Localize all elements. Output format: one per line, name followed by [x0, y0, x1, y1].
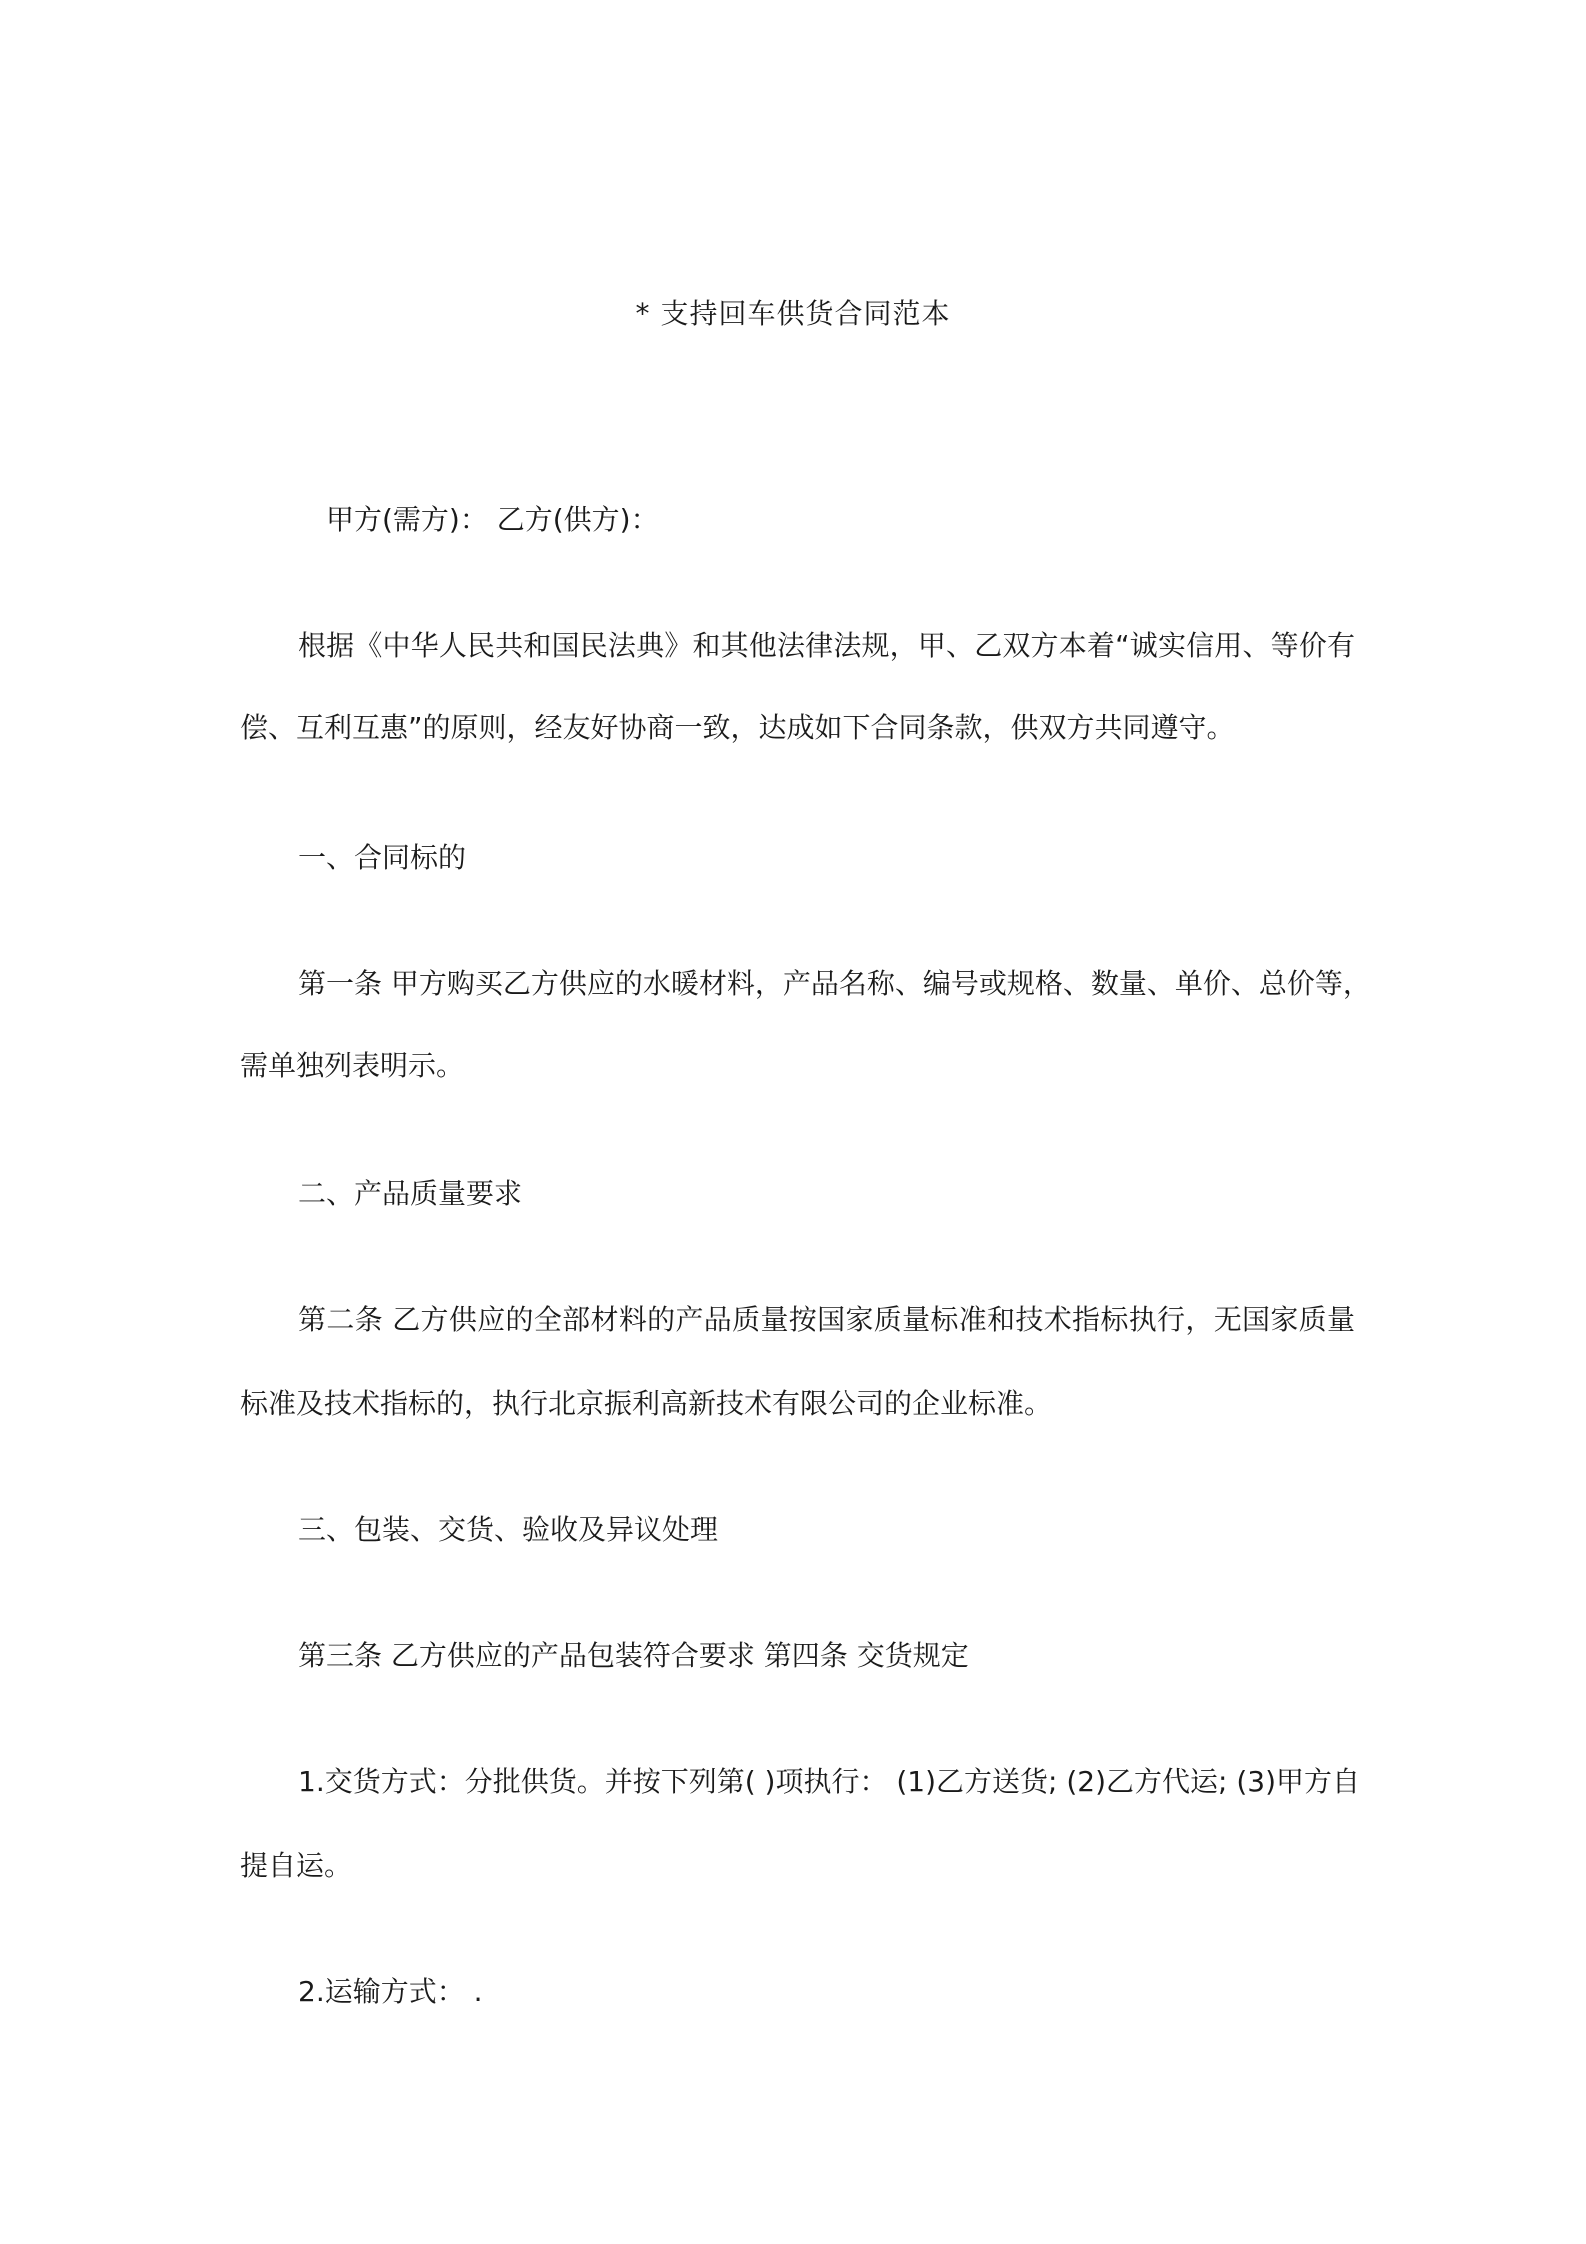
delivery-method-line-1: 1.交货方式：分批供货。并按下列第( )项执行： (1)乙方送货; (2)乙方代运; (3)甲方自	[298, 1765, 1361, 1798]
section-heading-1: 一、合同标的	[298, 841, 467, 874]
article-3-4-line: 第三条 乙方供应的产品包装符合要求 第四条 交货规定	[298, 1639, 969, 1672]
article-1-line-1: 第一条 甲方购买乙方供应的水暖材料，产品名称、编号或规格、数量、单价、总价等，	[298, 967, 1371, 1000]
section-heading-2: 二、产品质量要求	[298, 1177, 523, 1210]
section-heading-3: 三、包装、交货、验收及异议处理	[298, 1513, 719, 1546]
delivery-method-line-2: 提自运。	[240, 1849, 353, 1882]
document-title: * 支持回车供货合同范本	[635, 297, 951, 330]
transport-method-line: 2.运输方式： .	[298, 1975, 483, 2008]
article-1-line-2: 需单独列表明示。	[240, 1049, 465, 1082]
parties-line: 甲方(需方)： 乙方(供方)：	[326, 503, 659, 536]
preamble-line-2: 偿、互利互惠”的原则，经友好协商一致，达成如下合同条款，供双方共同遵守。	[240, 711, 1235, 744]
preamble-line-1: 根据《中华人民共和国民法典》和其他法律法规，甲、乙双方本着“诚实信用、等价有	[298, 629, 1355, 662]
article-2-line-1: 第二条 乙方供应的全部材料的产品质量按国家质量标准和技术指标执行，无国家质量	[298, 1303, 1355, 1336]
article-2-line-2: 标准及技术指标的，执行北京振利高新技术有限公司的企业标准。	[240, 1387, 1053, 1420]
